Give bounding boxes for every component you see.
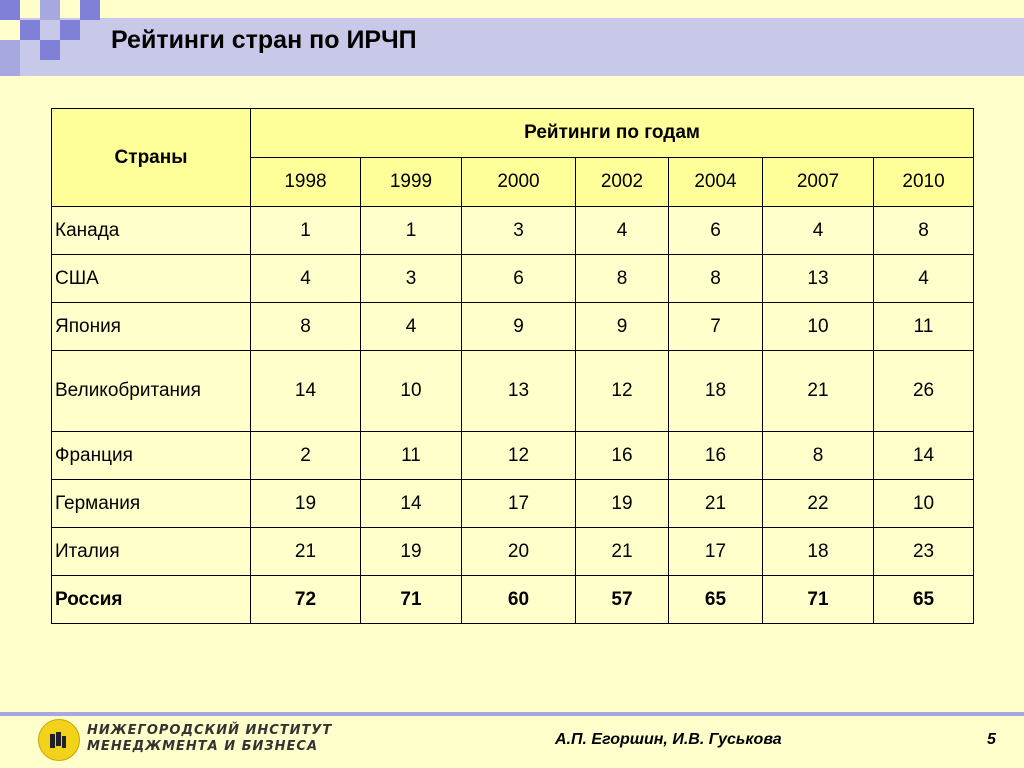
- decor-square: [40, 0, 60, 20]
- table-row: [52, 576, 974, 624]
- rating-cell: 4: [576, 207, 669, 255]
- institute-logo: [38, 719, 80, 761]
- rating-cell: 17: [669, 528, 763, 576]
- decor-square: [0, 40, 20, 60]
- ratings-table: [51, 108, 974, 624]
- table-row: [52, 480, 974, 528]
- rating-cell: 4: [874, 255, 974, 303]
- country-cell: Италия: [52, 528, 251, 576]
- rating-cell: 8: [874, 207, 974, 255]
- rating-cell: 72: [251, 576, 361, 624]
- country-cell: Япония: [52, 303, 251, 351]
- logo-mark-icon: [47, 729, 69, 751]
- rating-cell: 4: [251, 255, 361, 303]
- year-header: 2004: [669, 158, 763, 207]
- rating-cell: 11: [874, 303, 974, 351]
- decor-square: [0, 0, 20, 20]
- rating-cell: 4: [763, 207, 874, 255]
- rating-cell: 19: [576, 480, 669, 528]
- rating-cell: 3: [361, 255, 462, 303]
- country-cell: Франция: [52, 432, 251, 480]
- rating-cell: 20: [462, 528, 576, 576]
- footer-divider: [0, 712, 1024, 716]
- decor-square: [60, 20, 80, 40]
- rating-cell: 1: [251, 207, 361, 255]
- rating-cell: 8: [669, 255, 763, 303]
- rating-cell: 71: [361, 576, 462, 624]
- rating-cell: 13: [462, 351, 576, 432]
- country-column-header: Страны: [52, 109, 251, 207]
- rating-cell: 16: [669, 432, 763, 480]
- page-number: 5: [987, 731, 996, 748]
- authors: А.П. Егоршин, И.В. Гуськова: [555, 731, 782, 748]
- rating-cell: 9: [462, 303, 576, 351]
- rating-cell: 10: [361, 351, 462, 432]
- rating-cell: 10: [763, 303, 874, 351]
- rating-cell: 65: [874, 576, 974, 624]
- rating-cell: 26: [874, 351, 974, 432]
- table-row: [52, 207, 974, 255]
- rating-cell: 14: [251, 351, 361, 432]
- rating-cell: 6: [669, 207, 763, 255]
- rating-cell: 14: [874, 432, 974, 480]
- rating-cell: 8: [763, 432, 874, 480]
- year-header: 1999: [361, 158, 462, 207]
- rating-cell: 19: [251, 480, 361, 528]
- year-header: 2002: [576, 158, 669, 207]
- rating-cell: 71: [763, 576, 874, 624]
- year-header: 2010: [874, 158, 974, 207]
- table-row: [52, 351, 974, 432]
- table-row: [52, 255, 974, 303]
- rating-cell: 18: [763, 528, 874, 576]
- rating-cell: 6: [462, 255, 576, 303]
- rating-cell: 23: [874, 528, 974, 576]
- rating-cell: 22: [763, 480, 874, 528]
- rating-cell: 18: [669, 351, 763, 432]
- rating-cell: 7: [669, 303, 763, 351]
- year-header: 2000: [462, 158, 576, 207]
- rating-cell: 2: [251, 432, 361, 480]
- table-row: [52, 303, 974, 351]
- rating-cell: 21: [576, 528, 669, 576]
- decor-square: [40, 40, 60, 60]
- rating-cell: 9: [576, 303, 669, 351]
- rating-cell: 21: [669, 480, 763, 528]
- table-row: [52, 432, 974, 480]
- rating-cell: 11: [361, 432, 462, 480]
- rating-cell: 19: [361, 528, 462, 576]
- group-header: Рейтинги по годам: [251, 109, 974, 158]
- rating-cell: 4: [361, 303, 462, 351]
- institute-name: [87, 723, 332, 755]
- country-cell: Канада: [52, 207, 251, 255]
- rating-cell: 12: [576, 351, 669, 432]
- rating-cell: 65: [669, 576, 763, 624]
- country-cell: США: [52, 255, 251, 303]
- rating-cell: 1: [361, 207, 462, 255]
- rating-cell: 57: [576, 576, 669, 624]
- rating-cell: 8: [576, 255, 669, 303]
- slide-title: Рейтинги стран по ИРЧП: [111, 26, 417, 54]
- rating-cell: 21: [251, 528, 361, 576]
- rating-cell: 16: [576, 432, 669, 480]
- year-header: 1998: [251, 158, 361, 207]
- year-header: 2007: [763, 158, 874, 207]
- rating-cell: 8: [251, 303, 361, 351]
- decor-square: [20, 20, 40, 40]
- decor-square: [0, 60, 20, 76]
- rating-cell: 3: [462, 207, 576, 255]
- country-cell: Россия: [52, 576, 251, 624]
- rating-cell: 21: [763, 351, 874, 432]
- rating-cell: 14: [361, 480, 462, 528]
- country-cell: Германия: [52, 480, 251, 528]
- rating-cell: 12: [462, 432, 576, 480]
- table-header-row: [52, 109, 974, 158]
- institute-name-line1: НИЖЕГОРОДСКИЙ ИНСТИТУТ: [87, 723, 333, 738]
- table-body: [52, 207, 974, 624]
- country-cell: Великобритания: [52, 351, 251, 432]
- rating-cell: 17: [462, 480, 576, 528]
- rating-cell: 60: [462, 576, 576, 624]
- rating-cell: 13: [763, 255, 874, 303]
- institute-name-line2: МЕНЕДЖМЕНТА И БИЗНЕСА: [87, 739, 319, 754]
- rating-cell: 10: [874, 480, 974, 528]
- decor-square: [80, 0, 100, 20]
- table-row: [52, 528, 974, 576]
